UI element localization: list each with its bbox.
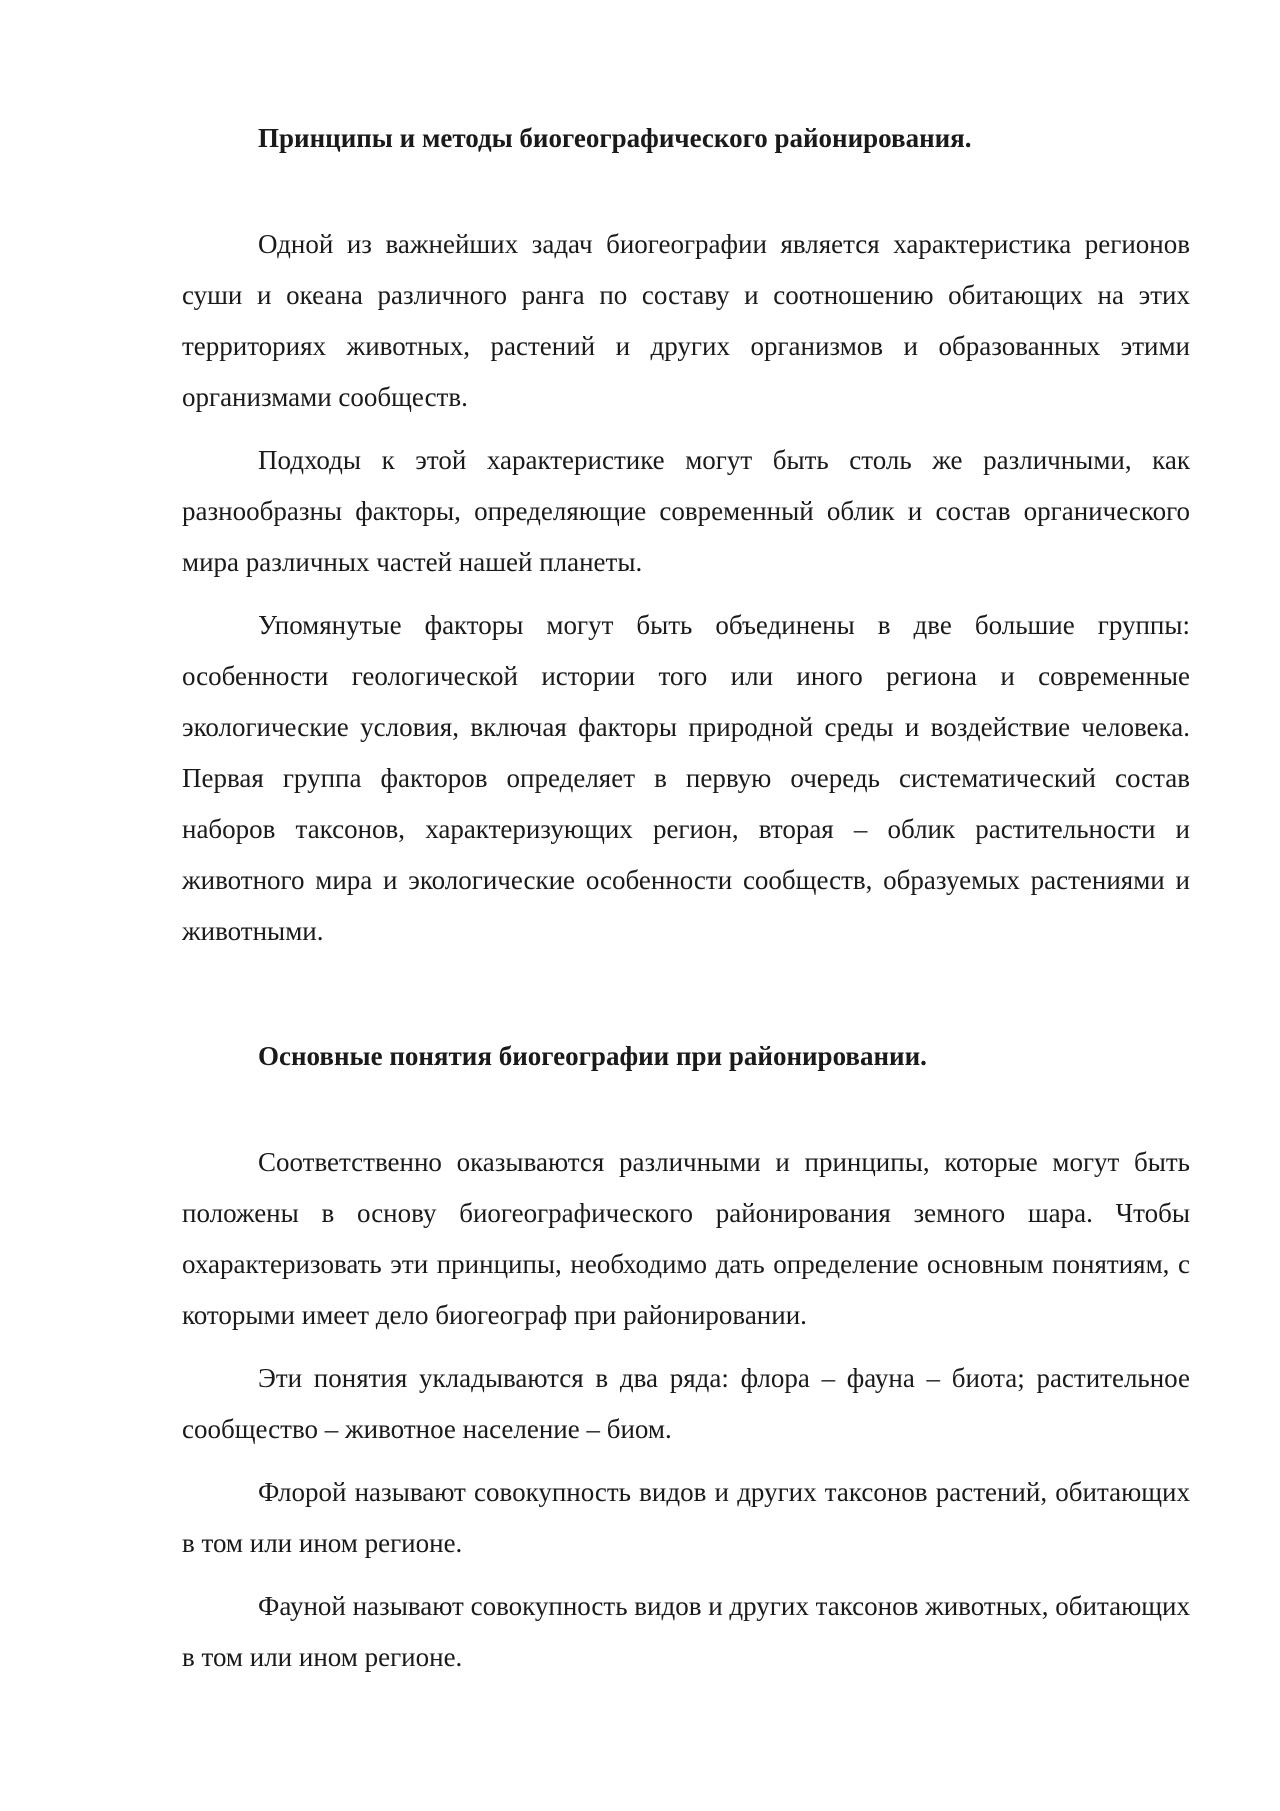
section-1-paragraph-1: Одной из важнейших задач биогеографии является характеристика регионов суши и океана различного ранга по составу и соотношению обитающих на этих территориях животных, растений и других организмов и образованных этими организмами сообществ. xyxy=(182,229,1190,412)
section-1-paragraph-3: Упомянутые факторы могут быть объединены в две большие группы: особенности геологической истории того или иного региона и современные экологические условия, включая факторы природной среды и воздействие человека. Первая группа факторов определяет в первую очередь систематический состав наборов таксонов, характеризующих регион, вторая – облик растительности и животного мира и экологические особенности сообществ, образуемых растениями и животными. xyxy=(182,610,1190,946)
section-2-paragraph-2: Эти понятия укладываются в два ряда: флора – фауна – биота; растительное сообщество – животное население – биом. xyxy=(182,1363,1190,1444)
section-2-paragraph-1: Соответственно оказываются различными и принципы, которые могут быть положены в основу биогеографического районирования земного шара. Чтобы охарактеризовать эти принципы, необходимо дать определение основным понятиям, с которыми имеет дело биогеограф при районировании. xyxy=(182,1147,1190,1330)
spacer xyxy=(182,1076,1190,1137)
spacer xyxy=(182,158,1190,219)
section-1-paragraph-2: Подходы к этой характеристике могут быть столь же различными, как разнообразны факторы, определяющие современный облик и состав органического мира различных частей нашей планеты. xyxy=(182,445,1190,577)
section-2-title: Основные понятия биогеографии при районировании. xyxy=(258,1041,927,1071)
document-body xyxy=(182,118,1190,1695)
spacer xyxy=(182,969,1190,1036)
section-2-paragraph-4: Фауной называют совокупность видов и других таксонов животных, обитающих в том или ином регионе. xyxy=(182,1591,1190,1672)
section-2-paragraph-3: Флорой называют совокупность видов и других таксонов растений, обитающих в том или ином регионе. xyxy=(182,1477,1190,1558)
section-1-title: Принципы и методы биогеографического районирования. xyxy=(258,123,972,153)
